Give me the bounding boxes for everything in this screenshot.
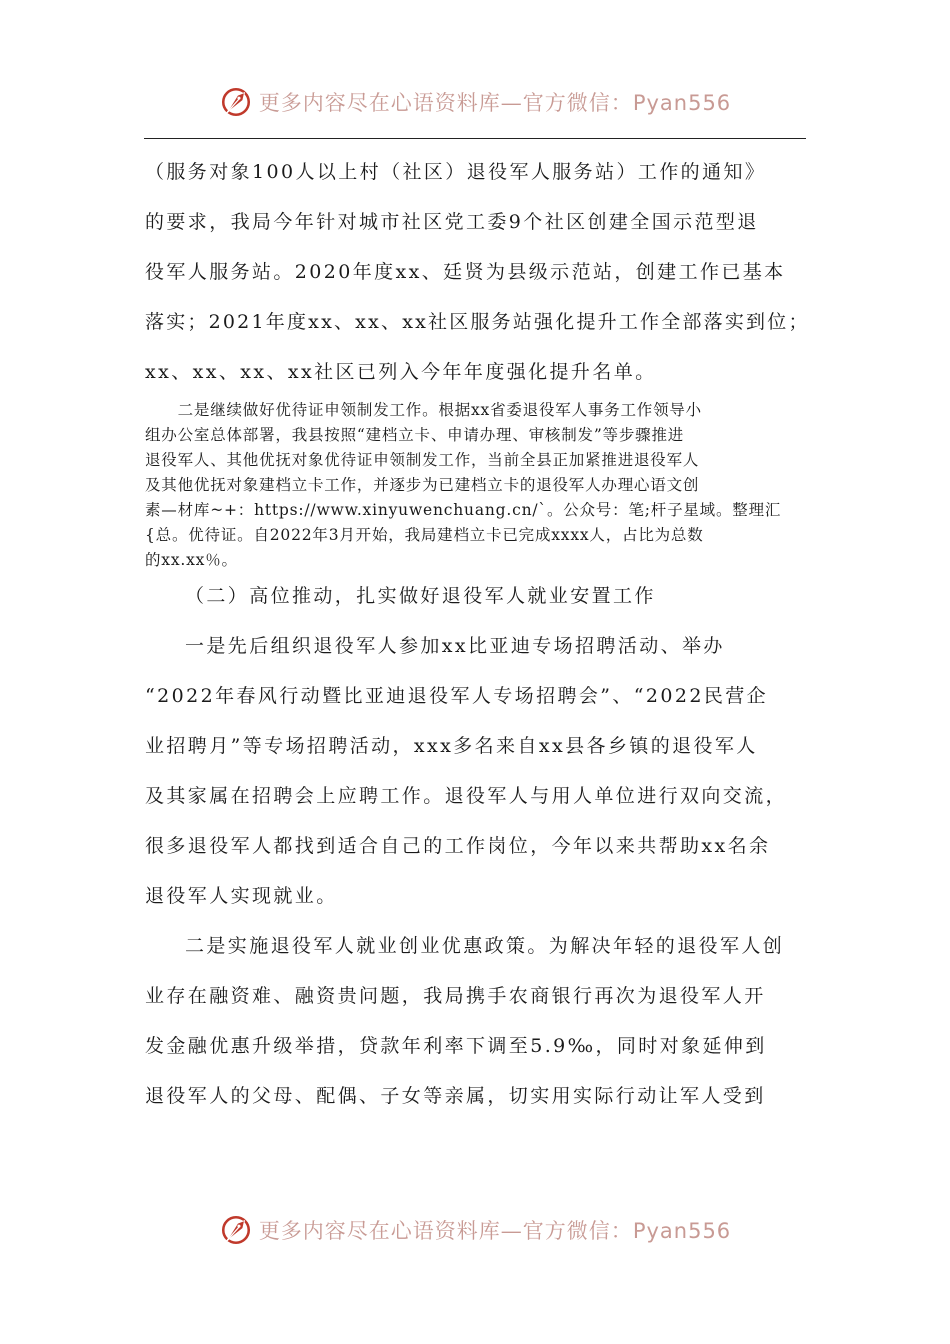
para-two-line: 二是实施退役军人就业创业优惠政策。为解决年轻的退役军人创 — [185, 935, 785, 957]
footer-banner-text — [259, 1215, 731, 1245]
header-banner-wechat: Pyan556 — [632, 91, 732, 115]
body-line: 役军人服务站。2020年度xx、廷贤为县级示范站，创建工作已基本 — [145, 261, 786, 283]
header-banner-cn: 更多内容尽在心语资料库—官方微信： — [258, 91, 633, 115]
para-one-line: 业招聘月”等专场招聘活动，xxx多名来自xx县各乡镇的退役军人 — [145, 735, 758, 757]
small-para-line: 退役军人、其他优抚对象优待证申领制发工作，当前全县正加紧推进退役军人 — [145, 451, 700, 469]
footer-banner — [0, 1208, 950, 1252]
para-two-line: 发金融优惠升级举措，贷款年利率下调至5.9‰，同时对象延伸到 — [145, 1035, 767, 1057]
header-banner-text — [259, 87, 731, 117]
small-para-line: 组办公室总体部署，我县按照“建档立卡、申请办理、审核制发”等步骤推进 — [145, 426, 685, 444]
small-para-line: 二是继续做好优待证申领制发工作。根据xx省委退役军人事务工作领导小 — [145, 401, 702, 419]
para-two-line: 业存在融资难、融资贵问题，我局携手农商银行再次为退役军人开 — [145, 985, 766, 1007]
header-banner — [0, 80, 950, 124]
footer-banner-wechat: Pyan556 — [632, 1219, 732, 1243]
small-para-line: 素—材库~+：https://www.xinyuwenchuang.cn/`。公众号：笔;杆子星域。整理汇 — [145, 501, 782, 519]
pen-nib-logo-icon — [219, 85, 253, 119]
footer-banner-cn: 更多内容尽在心语资料库—官方微信： — [258, 1219, 633, 1243]
header-divider — [144, 138, 806, 139]
section-heading: （二）高位推动，扎实做好退役军人就业安置工作 — [185, 585, 656, 607]
body-line: xx、xx、xx、xx社区已列入今年年度强化提升名单。 — [145, 361, 657, 383]
small-para-line: 的xx.xx％。 — [145, 551, 238, 569]
para-one-line: “2022年春风行动暨比亚迪退役军人专场招聘会”、“2022民营企 — [145, 685, 769, 707]
para-one-line: 很多退役军人都找到适合自己的工作岗位，今年以来共帮助xx名余 — [145, 835, 771, 857]
small-para-line: {总。优待证。自2022年3月开始，我局建档立卡已完成xxxx人，占比为总数 — [145, 526, 704, 544]
pen-nib-logo-icon — [219, 1213, 253, 1247]
small-para-line: 及其他优抚对象建档立卡工作，并逐步为已建档立卡的退役军人办理心语文创 — [145, 476, 700, 494]
para-two-line: 退役军人的父母、配偶、子女等亲属，切实用实际行动让军人受到 — [145, 1085, 766, 1107]
para-one-line: 退役军人实现就业。 — [145, 885, 338, 907]
para-one-line: 及其家属在招聘会上应聘工作。退役军人与用人单位进行双向交流， — [145, 785, 788, 807]
body-line: （服务对象100人以上村（社区）退役军人服务站）工作的通知》 — [145, 161, 767, 183]
body-line: 落实；2021年度xx、xx、xx社区服务站强化提升工作全部落实到位； — [145, 311, 810, 333]
para-one-line: 一是先后组织退役军人参加xx比亚迪专场招聘活动、举办 — [185, 635, 725, 657]
body-line: 的要求，我局今年针对城市社区党工委9个社区创建全国示范型退 — [145, 211, 759, 233]
